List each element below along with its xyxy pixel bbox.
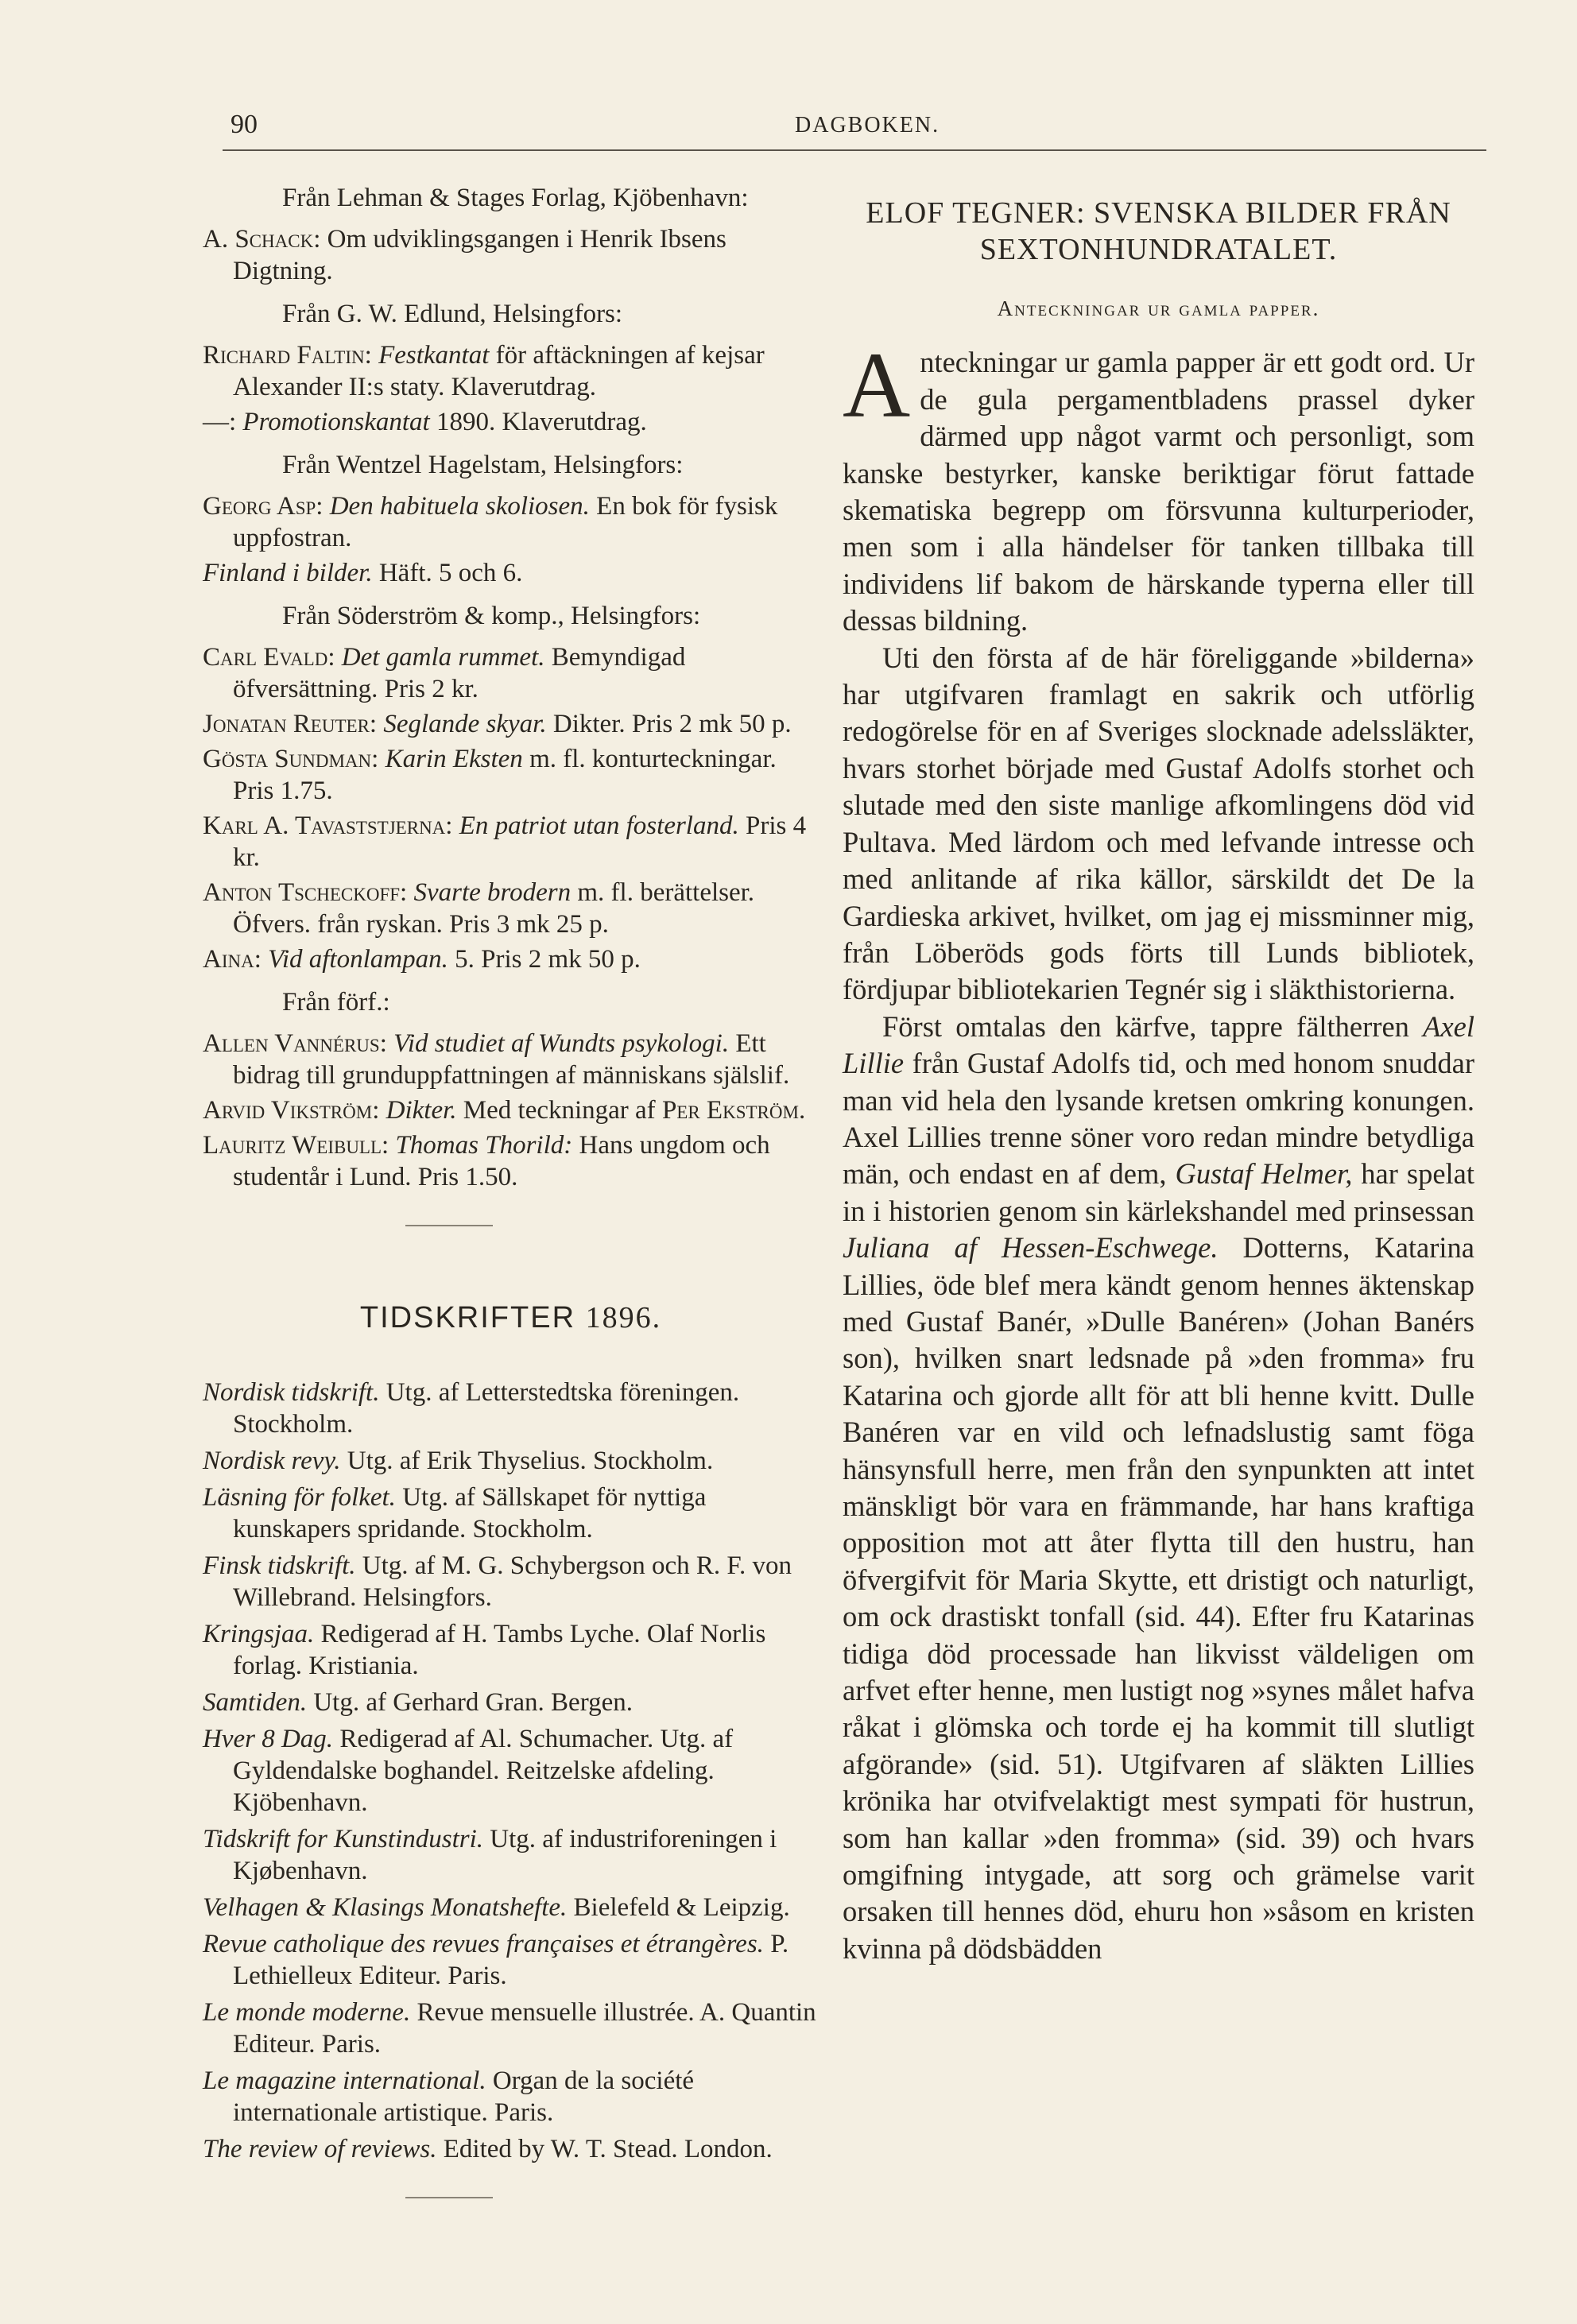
entry-text: Med teckningar af xyxy=(456,1096,662,1125)
article-paragraph xyxy=(843,1009,1474,1968)
journal-details: P. Lethielleux Editeur. Paris. xyxy=(233,1930,789,1990)
journal-entry xyxy=(203,1723,819,1819)
book-entry xyxy=(203,743,819,807)
entry-text: för aftäckningen af kejsar Alexander II:s staty. Klaverutdrag. xyxy=(233,341,765,401)
book-entry xyxy=(203,339,819,403)
entry-title: Promotionskantat xyxy=(242,408,430,436)
entry-title: Finland i bilder. xyxy=(203,559,373,587)
journal-title: Nordisk tidskrift. xyxy=(203,1378,380,1407)
journal-title: Revue catholique des revues françaises et étrangères. xyxy=(203,1930,764,1958)
author: Karl A. Tavaststjerna: xyxy=(203,811,453,840)
entry-title: Det gamla rummet. xyxy=(341,643,545,672)
author: Gösta Sundman: xyxy=(203,745,379,773)
author: Allen Vannérus: xyxy=(203,1029,387,1058)
journal-entry xyxy=(203,1618,819,1682)
section-divider xyxy=(405,1225,493,1226)
publisher-line: Från Lehman & Stages Forlag, Kjöbenhavn: xyxy=(282,184,749,212)
article-paragraph: Uti den första af de här föreliggande »bilderna» har utgifvaren framlagt en sakrik och utförlig redogörelse för en af Sveriges slocknade adelssläkter, hvars storhet började med Gustaf Adolfs storhet och slutade med den siste manlige afkomlingens död vid Pultava. Med lärdom och med lefvande intresse och med anlitande af rika källor, särskildt det De la Gardieska arkivet, hvilket, om jag ej missminner mig, från Löberöds gods förts till Lunds bibliotek, fördjupar bibliotekarien Tegnér sig i släkthistorierna. xyxy=(843,641,1474,1006)
publisher-line: Från Wentzel Hagelstam, Helsingfors: xyxy=(282,451,684,479)
journal-title: Finsk tidskrift. xyxy=(203,1551,356,1580)
person-name: Axel Lillie xyxy=(843,1009,1474,1080)
right-column xyxy=(843,171,1474,1967)
book-entry xyxy=(203,406,819,438)
article-subtitle: Anteckningar ur gamla papper. xyxy=(997,296,1320,320)
section-divider xyxy=(405,2197,493,2198)
book-entry xyxy=(203,877,819,940)
entry-text: 5. Pris 2 mk 50 p. xyxy=(448,945,641,974)
header-rule xyxy=(223,149,1486,151)
entry-text: Dikter. Pris 2 mk 50 p. xyxy=(546,710,792,738)
running-title: DAGBOKEN. xyxy=(795,113,940,138)
book-entry xyxy=(203,1028,819,1091)
journal-title: The review of reviews. xyxy=(203,2135,437,2163)
journal-entry xyxy=(203,1892,819,1923)
author: Anton Tscheckoff: xyxy=(203,878,408,907)
journal-entry xyxy=(203,1997,819,2060)
journal-details: Revue mensuelle illustrée. A. Quantin Editeur. Paris. xyxy=(233,1998,816,2059)
book-entry xyxy=(203,708,819,740)
entry-text: En bok för fysisk uppfostran. xyxy=(233,492,778,552)
book-entry xyxy=(203,1094,819,1126)
author: Aina: xyxy=(203,945,262,974)
journal-title: Nordisk revy. xyxy=(203,1447,341,1475)
author: Lauritz Weibull: xyxy=(203,1131,389,1160)
paragraph-text: Först omtalas den kärfve, tappre fältherren xyxy=(882,1009,1424,1043)
journal-entry xyxy=(203,1550,819,1613)
entry-text: 1890. Klaverutdrag. xyxy=(429,408,647,436)
journal-details: Bielefeld & Leipzig. xyxy=(567,1893,790,1922)
journal-details: Utg. af industriforeningen i Kjøbenhavn. xyxy=(233,1825,777,1885)
left-column xyxy=(203,171,819,2198)
journal-title: Läsning för folket. xyxy=(203,1483,396,1512)
journal-entry xyxy=(203,1445,819,1477)
article-title: ELOF TEGNER: SVENSKA BILDER FRÅN SEXTONHUNDRATALET. xyxy=(866,196,1451,266)
journal-entry xyxy=(203,1823,819,1887)
journal-details: Organ de la société internationale artistique. Paris. xyxy=(233,2066,695,2127)
book-entry xyxy=(203,1129,819,1193)
journal-details: Utg. af M. G. Schybergson och R. F. von Willebrand. Helsingfors. xyxy=(233,1551,792,1612)
journal-details: Utg. af Gerhard Gran. Bergen. xyxy=(307,1688,633,1717)
journal-entry xyxy=(203,1928,819,1992)
journal-details: Utg. af Erik Thyselius. Stockholm. xyxy=(340,1447,714,1475)
page-header xyxy=(231,110,1470,149)
journal-title: Tidskrift for Kunstindustri. xyxy=(203,1825,484,1853)
journal-title: Velhagen & Klasings Monatshefte. xyxy=(203,1893,568,1922)
journal-entry xyxy=(203,2133,819,2165)
entry-text: Häft. 5 och 6. xyxy=(372,559,523,587)
entry-title: Den habituela skoliosen. xyxy=(329,492,590,521)
journal-list xyxy=(203,1377,819,2165)
section-title: TIDSKRIFTER xyxy=(359,1301,576,1334)
entry-title: Dikter. xyxy=(386,1096,457,1125)
page-number: 90 xyxy=(231,110,258,139)
publisher-line: Från Söderström & komp., Helsingfors: xyxy=(282,602,701,630)
entry-title: Svarte brodern xyxy=(413,878,572,907)
journal-title: Le magazine international. xyxy=(203,2066,486,2095)
entry-prefix: —: xyxy=(203,408,243,436)
journal-entry xyxy=(203,1482,819,1545)
journal-title: Le monde moderne. xyxy=(203,1998,411,2027)
entry-title: Karin Eksten xyxy=(385,745,523,773)
book-entry xyxy=(203,223,819,287)
author: Jonatan Reuter: xyxy=(203,710,378,738)
author: Georg Asp: xyxy=(203,492,324,521)
article-paragraph xyxy=(843,333,1474,639)
journal-entry xyxy=(203,1687,819,1718)
entry-title: Vid aftonlampan. xyxy=(268,945,448,974)
paragraph-text: från Gustaf Adolfs tid, och med honom snuddar man vid hela den lysande kretsen omkring konungen. Axel Lillies trenne söner voro redan mindre betydliga män, och endast en af dem, xyxy=(843,1047,1474,1191)
author: Carl Evald: xyxy=(203,643,335,672)
section-year: 1896. xyxy=(585,1301,662,1334)
paragraph-text: Dotterns, Katarina Lillies, öde blef mera kändt genom hennes äktenskap med Gustaf Banér, »Dulle Banéren» (Johan Banérs son), hvilken snart ledsnade på »den fromma» fru Katarina och gjorde allt för att bli henne kvitt. Dulle Banéren var en vild och lefnadslustig samt föga hänsynsfull herre, men från den synpunkten att intet mänskligt bör vara en främmande, har hans kraftiga opposition mot att åter flytta till den hustru, han öfvergifvit för Maria Skytte, ett dristigt och naturligt, om ock drastiskt tonfall (sid. 44). Efter fru Katarinas tidiga död processade han likvisst väldeligen om arfvet efter henne, men lustigt nog »synes målet hafva råkat i glömska och torde ej ha kommit till slutligt afgörande» (sid. 51). Utgifvaren af släkten Lillies krönika har otvifvelaktigt mest sympati för hustrun, som han kallar »den fromma» (sid. 39) och hvars omgifning intygade, att sorg och grämelse varit orsaken till hennes död, ehuru hon »såsom en kristen kvinna på dödsbädden xyxy=(843,1231,1474,1965)
journal-details: Edited by W. T. Stead. London. xyxy=(436,2135,773,2163)
paragraph-text: nteckningar ur gamla papper är ett godt ord. Ur de gula pergamentbladens prassel dyker därmed upp något varmt och personligt, som kanske bestyrker, kanske beriktigar förut fattade skematiska begrepp om försvunna kulturperioder, men som i alla händelser för tanken tillbaka till individens lif bakom de härskande typerna eller till dessas bildning. xyxy=(843,346,1474,637)
entry-title: Thomas Thorild: xyxy=(395,1131,573,1160)
author: A. Schack: xyxy=(203,225,321,254)
book-entry xyxy=(203,490,819,554)
entry-text: Om udviklingsgangen i Henrik Ibsens Digtning. xyxy=(233,225,727,285)
journal-details: Redigerad af Al. Schumacher. Utg. af Gyldendalske boghandel. Reitzelske afdeling. Kjöbenhavn. xyxy=(233,1725,734,1817)
publisher-line: Från G. W. Edlund, Helsingfors: xyxy=(282,300,623,328)
author: Arvid Vikström: xyxy=(203,1096,380,1125)
illustrator: Per Ekström. xyxy=(661,1096,806,1125)
book-entry xyxy=(203,557,819,589)
journal-details: Redigerad af H. Tambs Lyche. Olaf Norlis forlag. Kristiania. xyxy=(233,1620,766,1680)
journal-title: Hver 8 Dag. xyxy=(203,1725,334,1753)
entry-text: Ett bidrag till grunduppfattningen af människans själslif. xyxy=(233,1029,790,1090)
journal-title: Kringsjaa. xyxy=(203,1620,315,1648)
author: Richard Faltin: xyxy=(203,341,372,370)
section-heading xyxy=(203,1302,819,1334)
entry-text: m. fl. konturteckningar. Pris 1.75. xyxy=(233,745,777,805)
entry-title: Seglande skyar. xyxy=(383,710,547,738)
paragraph-text: har spelat in i historien genom sin kärlekshandel med prinsessan xyxy=(843,1157,1474,1227)
drop-cap: A xyxy=(843,333,911,438)
entry-text: m. fl. berättelser. Öfvers. från ryskan. Pris 3 mk 25 p. xyxy=(233,878,755,939)
book-entry xyxy=(203,641,819,705)
person-name: Gustaf Helmer, xyxy=(1175,1157,1353,1191)
person-name: Juliana af Hessen-Eschwege. xyxy=(843,1231,1219,1265)
publisher-line: Från förf.: xyxy=(282,988,390,1017)
journal-details: Utg. af Sällskapet för nyttiga kunskapers spridande. Stockholm. xyxy=(233,1483,707,1544)
entry-title: Festkantat xyxy=(378,341,490,370)
entry-text: Pris 4 kr. xyxy=(233,811,807,872)
entry-text: Bemyndigad öfversättning. Pris 2 kr. xyxy=(233,643,686,703)
entry-title: En patriot utan fosterland. xyxy=(459,811,739,840)
journal-entry xyxy=(203,1377,819,1440)
journal-title: Samtiden. xyxy=(203,1688,308,1717)
book-entry xyxy=(203,943,819,975)
journal-details: Utg. af Letterstedtska föreningen. Stockholm. xyxy=(233,1378,740,1439)
journal-entry xyxy=(203,2065,819,2128)
book-entry xyxy=(203,810,819,873)
entry-title: Vid studiet af Wundts psykologi. xyxy=(393,1029,730,1058)
entry-text: Hans ungdom och studentår i Lund. Pris 1.50. xyxy=(233,1131,770,1191)
